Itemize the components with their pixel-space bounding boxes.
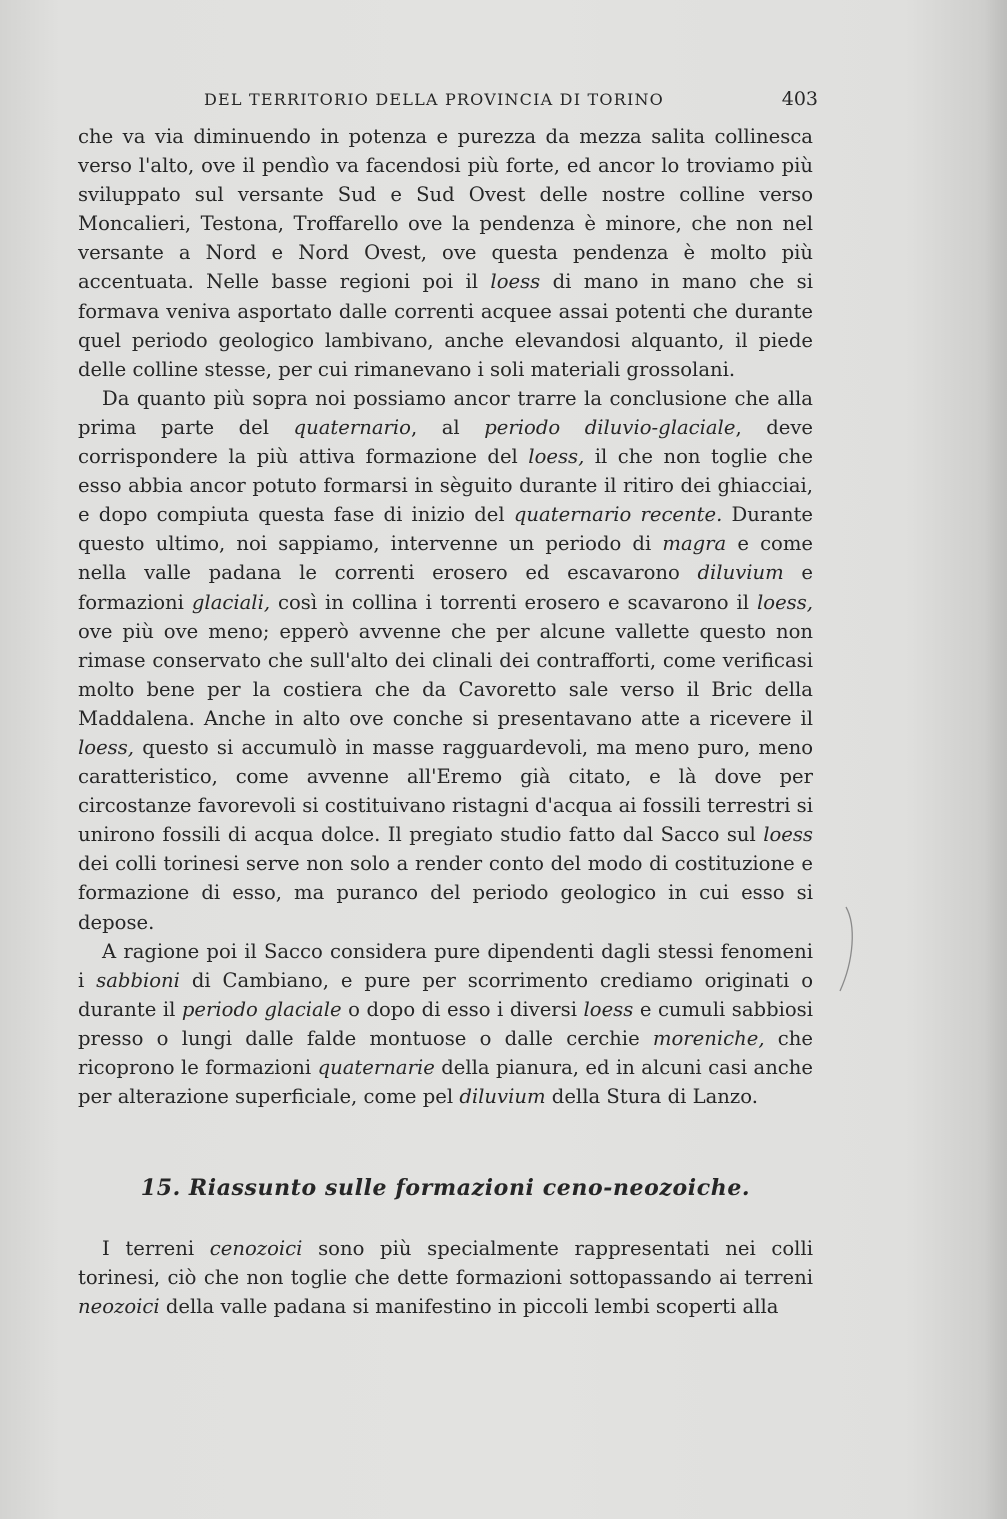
body-text (78, 122, 813, 1111)
text-run: della Stura di Lanzo. (545, 1085, 758, 1109)
paragraph-p2 (78, 384, 813, 937)
text-run: A ragione poi il Sacco considera pure dipendenti dagli stessi fenomeni i (78, 939, 813, 992)
text-run: Da quanto più sopra noi possiamo ancor trarre la conclusione che alla prima parte del (78, 386, 813, 439)
italic-term: periodo glaciale (181, 997, 342, 1021)
pencil-margin-mark-icon (836, 905, 860, 995)
page-number: 403 (781, 88, 818, 110)
italic-term: moreniche, (652, 1026, 765, 1050)
text-run: di mano in mano che si formava veniva asportato dalle correnti acquee assai potenti che durante quel periodo geologico lambivano, anche elevandosi alquanto, il piede delle colline stesse, per cui rimanevano i soli materiali grossolani. (78, 270, 813, 381)
paragraph-p4 (78, 1234, 813, 1321)
italic-term: quaternario recente. (513, 503, 723, 527)
italic-term: sabbioni (96, 968, 180, 992)
italic-term: loess (763, 823, 813, 847)
text-run: il che non toglie che esso abbia ancor potuto formarsi in sèguito durante il ritiro dei ghiacciai, e dopo compiuta questa fase di inizio del (78, 445, 813, 527)
page-edge-shadow (985, 0, 1007, 1519)
italic-term: loess, (757, 590, 813, 614)
italic-term: loess (490, 270, 541, 294)
body-text-after-heading (78, 1234, 813, 1321)
italic-term: quaternario (293, 415, 411, 439)
text-run: e cumuli sabbiosi presso o lungi dalle falde montuose o dalle cerchie (78, 997, 813, 1050)
text-run: e formazioni (78, 561, 814, 614)
text-run: della valle padana si manifestino in piccoli lembi scoperti alla (159, 1295, 779, 1319)
text-run: di Cambiano, e pure per scorrimento crediamo originati o durante il (78, 968, 814, 1021)
text-run: così in collina i torrenti erosero e scavarono il (270, 590, 757, 614)
text-run: e come nella valle padana le correnti erosero ed escavarono (78, 532, 814, 585)
text-run: che va via diminuendo in potenza e purezza da mezza salita collinesca verso l'alto, ove il pendìo va facendosi più forte, ed ancor lo troviamo più sviluppato sul versante Sud e Sud Ovest delle nostre colline verso Moncalieri, Testona, Troffarello ove la pendenza è minore, che non nel versante a Nord e Nord Ovest, ove questa pendenza è molto più accentuata. Nelle basse regioni poi il (78, 125, 813, 294)
italic-term: periodo diluvio-glaciale (484, 415, 736, 439)
text-run: o dopo di esso i diversi (341, 997, 584, 1021)
text-run: I terreni (102, 1237, 210, 1260)
page-header (78, 88, 818, 114)
paragraph-p3 (78, 937, 813, 1112)
italic-term: neozoici (78, 1295, 160, 1319)
italic-term: loess (583, 997, 634, 1021)
text-run: ove più ove meno; epperò avvenne che per alcune vallette questo non rimase conservato che sull'alto dei clinali dei contrafforti, come verificasi molto bene per la costiera che da Cavoretto sale verso il Bric della Maddalena. Anche in alto ove conche si presentavano atte a ricevere il (78, 619, 813, 730)
italic-term: diluvium (459, 1085, 546, 1109)
text-run: questo si accumulò in masse ragguardevoli, ma meno puro, meno caratteristico, come avvenne all'Eremo già citato, e là dove per circostanze favorevoli si costituivano ristagni d'acqua ai fossili terrestri si unirono fossili di acqua dolce. Il pregiato studio fatto dal Sacco sul (78, 735, 813, 847)
italic-term: magra (662, 532, 727, 556)
text-run: sono più specialmente rappresentati nei colli torinesi, ciò che non toglie che dette formazioni sottopassando ai terreni (78, 1237, 813, 1290)
italic-term: diluvium (697, 561, 784, 585)
section-title: Riassunto sulle formazioni ceno-neozoiche. (188, 1175, 751, 1201)
text-run: che ricoprono le formazioni (78, 1026, 813, 1079)
italic-term: quaternarie (317, 1056, 435, 1079)
text-run: , deve corrispondere la più attiva formazione del (78, 415, 814, 469)
italic-term: loess, (78, 735, 134, 759)
paragraph-p1 (78, 122, 813, 384)
section-heading (78, 1175, 813, 1201)
text-run: dei colli torinesi serve non solo a render conto del modo di costituzione e formazione di esso, ma puranco del periodo geologico in cui esso si depose. (78, 852, 813, 934)
section-number: 15. (140, 1175, 181, 1201)
running-head: DEL TERRITORIO DELLA PROVINCIA DI TORINO (204, 90, 664, 109)
text-run: della pianura, ed in alcuni casi anche per alterazione superficiale, come pel (78, 1056, 813, 1109)
text-run: , al (410, 415, 485, 439)
italic-term: cenozoici (209, 1237, 303, 1260)
text-run: Durante questo ultimo, noi sappiamo, intervenne un periodo di (78, 503, 813, 556)
italic-term: loess, (528, 445, 585, 469)
italic-term: glaciali, (191, 590, 271, 614)
